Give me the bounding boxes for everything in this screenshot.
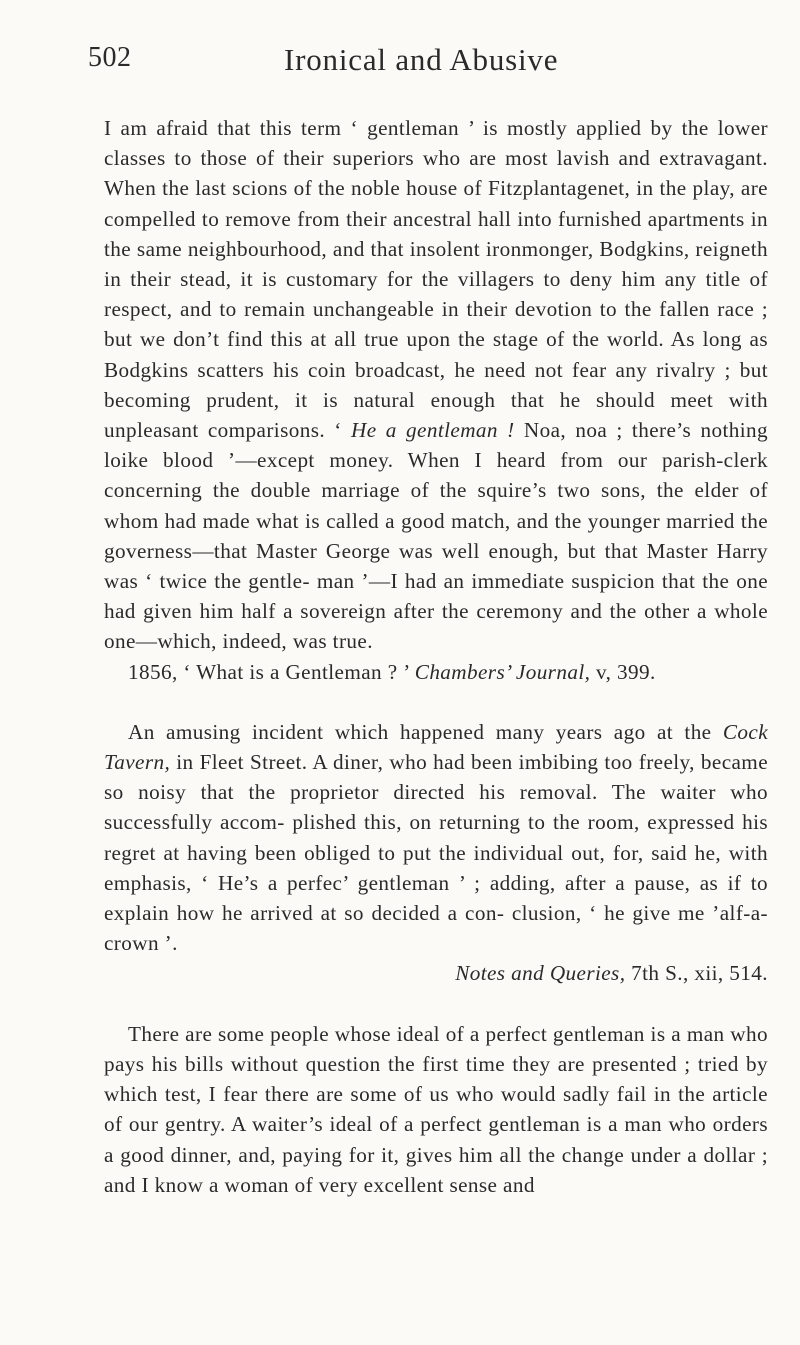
paragraph-3 bbox=[104, 1019, 768, 1200]
citation-2-source: Notes and Queries, bbox=[455, 961, 626, 986]
paragraph-2-italic: Cock Tavern, bbox=[104, 719, 768, 775]
paragraph-2 bbox=[104, 717, 768, 959]
paragraph-1 bbox=[104, 113, 768, 657]
paragraph-gap bbox=[104, 989, 768, 1019]
paragraph-gap bbox=[104, 687, 768, 717]
running-title: Ironical and Abusive bbox=[284, 42, 559, 77]
paragraph-1-italic: He a gentleman ! bbox=[351, 418, 515, 443]
citation-1-text-a: 1856, ‘ What is a Gentleman ? ’ bbox=[128, 659, 415, 684]
paragraph-2-text-a: An amusing incident which happened many years ago at the bbox=[128, 719, 723, 744]
citation-2-text: 7th S., xii, 514. bbox=[625, 961, 768, 986]
paragraph-1-text-b: Noa, noa ; there’s nothing loike blood ’—except money. When I heard from our parish-clerk concerning the double marriage of the squire’s two sons, the elder of whom had made what is called a good match, and the younger married the governess—that Master George was well enough, but that Master Harry was ‘ twice the gentle- man ’—I had an immediate suspicion that the one had given him half a sovereign after the ceremony and the other a whole one—which, indeed, was true. bbox=[104, 418, 768, 654]
citation-1 bbox=[104, 657, 768, 687]
paragraph-2-text-b: in Fleet Street. A diner, who had been imbibing too freely, became so noisy that the proprietor directed his removal. The waiter who successfully accom- plished this, on returning to the room, expressed his regret at having been obliged to put the individual out, for, said he, with emphasis, ‘ He’s a perfec’ gentleman ’ ; adding, after a pause, as if to explain how he arrived at so decided a con- clusion, ‘ he give me ’alf-a-crown ’. bbox=[104, 750, 768, 956]
page-number: 502 bbox=[88, 42, 132, 73]
citation-1-text-b: v, 399. bbox=[590, 659, 656, 684]
running-head bbox=[88, 42, 778, 82]
paragraph-3-text: There are some people whose ideal of a perfect gentleman is a man who pays his bills without question the first time they are presented ; tried by which test, I fear there are some of us who would sadly fail in the article of our gentry. A waiter’s ideal of a perfect gentleman is a man who orders a good dinner, and, paying for it, gives him all the change under a dollar ; and I know a woman of very excellent sense and bbox=[104, 1021, 768, 1197]
citation-2 bbox=[104, 958, 768, 988]
body-text bbox=[104, 113, 768, 1200]
citation-1-source: Chambers’ Journal, bbox=[414, 659, 591, 684]
paragraph-1-text-a: I am afraid that this term ‘ gentleman ’ is mostly applied by the lower classes to those of their superiors who are most lavish and extravagant. When the last scions of the noble house of Fitzplantagenet, in the play, are compelled to remove from their ancestral hall into furnished apartments in the same neighbourhood, and that insolent ironmonger, Bodgkins, reigneth in their stead, it is customary for the villagers to deny him any title of respect, and to remain unchangeable in their devotion to the fallen race ; but we don’t find this at all true upon the stage of the world. As long as Bodgkins scatters his coin broadcast, he need not fear any rivalry ; but becoming prudent, it is natural enough that he should meet with unpleasant comparisons. ‘ bbox=[104, 116, 768, 443]
